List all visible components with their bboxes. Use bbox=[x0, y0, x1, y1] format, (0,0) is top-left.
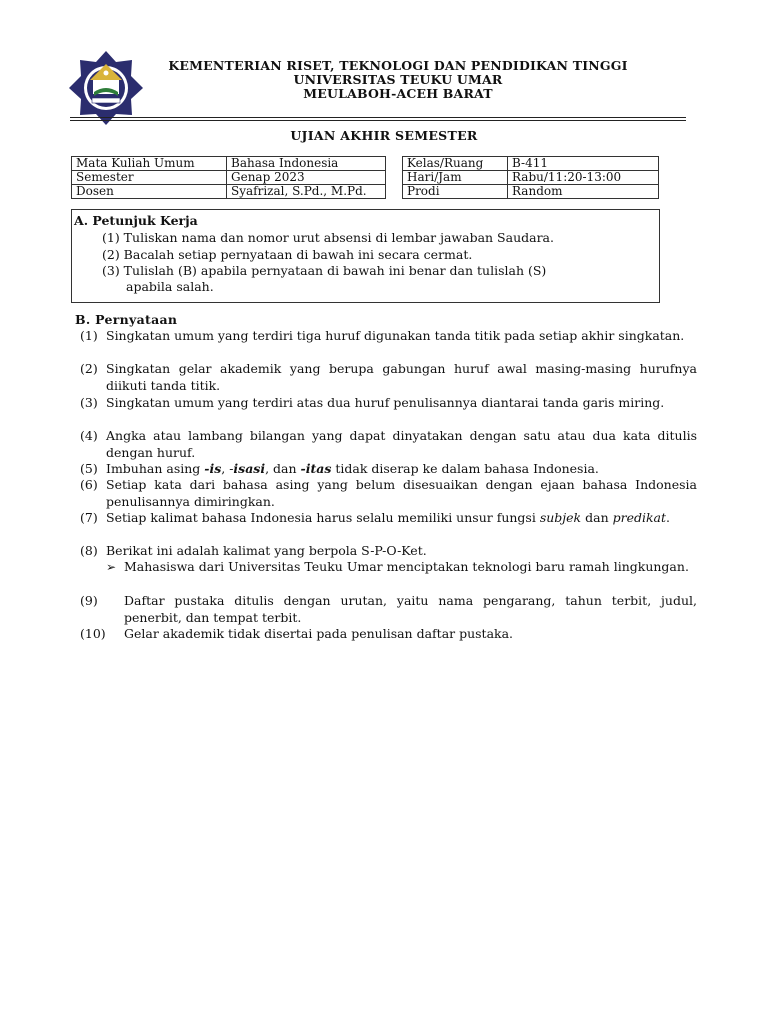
item-text: Berikat ini adalah kalimat yang berpola S-P-O-Ket. bbox=[106, 543, 427, 558]
course-info-table bbox=[71, 156, 386, 199]
ministry-name: KEMENTERIAN RISET, TEKNOLOGI DAN PENDIDIKAN TINGGI bbox=[168, 58, 628, 73]
info-label: Dosen bbox=[72, 185, 227, 199]
item-text: Singkatan umum yang terdiri atas dua huruf penulisannya diantarai tanda garis miring. bbox=[106, 395, 665, 410]
header-rule bbox=[70, 117, 686, 118]
item-text: Setiap kalimat bahasa Indonesia harus selalu memiliki unsur fungsi subjek dan predikat. bbox=[106, 510, 671, 525]
header-rule-thin bbox=[70, 120, 686, 121]
table-row bbox=[72, 171, 386, 185]
instruction-item: (2) Bacalah setiap pernyataan di bawah ini secara cermat. bbox=[102, 247, 473, 262]
item-number: (4) bbox=[80, 428, 98, 443]
item-text: Daftar pustaka ditulis dengan urutan, yaitu nama pengarang, tahun terbit, judul, penerbit, dan tempat terbit. bbox=[124, 593, 697, 625]
item-text: Mahasiswa dari Universitas Teuku Umar menciptakan teknologi baru ramah lingkungan. bbox=[124, 559, 689, 574]
info-value: Random bbox=[508, 185, 659, 199]
university-name: UNIVERSITAS TEUKU UMAR bbox=[293, 72, 503, 87]
item-number: (2) bbox=[80, 361, 98, 376]
item-number: (1) bbox=[80, 328, 98, 343]
arrow-bullet-icon: ➢ bbox=[106, 560, 117, 574]
item-number: (10) bbox=[80, 626, 106, 641]
term-predikat: predikat bbox=[612, 510, 667, 525]
table-row bbox=[403, 157, 659, 171]
info-label: Semester bbox=[72, 171, 227, 185]
info-value: Genap 2023 bbox=[227, 171, 386, 185]
university-location: MEULABOH-ACEH BARAT bbox=[303, 86, 493, 101]
info-value: Bahasa Indonesia bbox=[227, 157, 386, 171]
info-label: Mata Kuliah Umum bbox=[72, 157, 227, 171]
table-row bbox=[403, 171, 659, 185]
item-number: (5) bbox=[80, 461, 98, 476]
suffix-isasi: isasi bbox=[233, 461, 266, 476]
table-row bbox=[72, 185, 386, 199]
exam-title: UJIAN AKHIR SEMESTER bbox=[290, 128, 478, 143]
item-text: Singkatan umum yang terdiri tiga huruf digunakan tanda titik pada setiap akhir singkatan. bbox=[106, 328, 685, 343]
instructions-title: A. Petunjuk Kerja bbox=[74, 213, 198, 228]
item-number: (3) bbox=[80, 395, 98, 410]
info-value: B-411 bbox=[508, 157, 659, 171]
info-label: Kelas/Ruang bbox=[403, 157, 508, 171]
instruction-item-continued: apabila salah. bbox=[126, 279, 214, 294]
item-text: Singkatan gelar akademik yang berupa gabungan huruf awal masing-masing hurufnya diikuti tanda titik. bbox=[106, 361, 697, 393]
instructions-box bbox=[71, 209, 660, 303]
info-value: Rabu/11:20-13:00 bbox=[508, 171, 659, 185]
item-number: (8) bbox=[80, 543, 98, 558]
item-number: (9) bbox=[80, 593, 98, 608]
instruction-item: (1) Tuliskan nama dan nomor urut absensi di lembar jawaban Saudara. bbox=[102, 230, 554, 245]
info-value: Syafrizal, S.Pd., M.Pd. bbox=[227, 185, 386, 199]
suffix-is: -is bbox=[204, 461, 222, 476]
item-number: (7) bbox=[80, 510, 98, 525]
table-row bbox=[403, 185, 659, 199]
table-row bbox=[72, 157, 386, 171]
suffix-itas: -itas bbox=[300, 461, 332, 476]
term-subjek: subjek bbox=[539, 510, 582, 525]
info-label: Hari/Jam bbox=[403, 171, 508, 185]
instruction-item: (3) Tulislah (B) apabila pernyataan di bawah ini benar dan tulislah (S) bbox=[102, 263, 547, 278]
item-text: Imbuhan asing -is, -isasi, dan -itas tidak diserap ke dalam bahasa Indonesia. bbox=[106, 461, 599, 476]
item-text: Angka atau lambang bilangan yang dapat dinyatakan dengan satu atau dua kata ditulis dengan huruf. bbox=[106, 428, 697, 460]
info-label: Prodi bbox=[403, 185, 508, 199]
item-text: Setiap kata dari bahasa asing yang belum disesuaikan dengan ejaan bahasa Indonesia penulisannya dimiringkan. bbox=[106, 477, 697, 509]
statements-title: B. Pernyataan bbox=[75, 312, 178, 327]
item-text: Gelar akademik tidak disertai pada penulisan daftar pustaka. bbox=[124, 626, 514, 641]
item-number: (6) bbox=[80, 477, 98, 492]
class-info-table bbox=[402, 156, 659, 199]
